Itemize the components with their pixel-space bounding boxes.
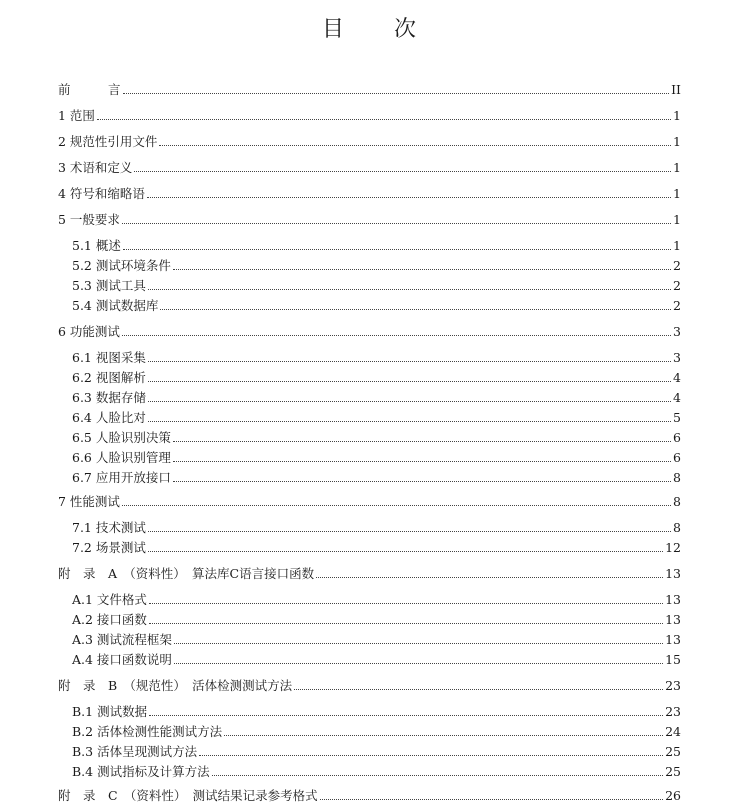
dot-leader xyxy=(97,118,671,120)
dot-leader xyxy=(148,530,671,532)
toc-entry-label: B.2 活体检测性能测试方法 xyxy=(72,724,223,739)
toc-entry-label: 6.2 视图解析 xyxy=(72,370,146,385)
dot-leader xyxy=(148,550,663,552)
toc-entry[interactable] xyxy=(0,468,740,486)
toc-entry-page-number: 1 xyxy=(673,108,681,123)
toc-entry[interactable] xyxy=(0,650,740,668)
toc-entry-label: 前 言 xyxy=(58,82,121,97)
toc-entry-label: 附 录 B （规范性） 活体检测测试方法 xyxy=(58,678,293,693)
toc-entry[interactable] xyxy=(0,80,740,98)
toc-entry-label: 1 范围 xyxy=(58,108,95,123)
toc-entry-label: 7 性能测试 xyxy=(58,494,120,509)
toc-entry-page-number: 1 xyxy=(673,134,681,149)
toc-entry[interactable] xyxy=(0,742,740,760)
toc-entry[interactable] xyxy=(0,158,740,176)
dot-leader xyxy=(148,360,671,362)
toc-entry-page-number: 13 xyxy=(665,632,681,647)
toc-entry-page-number: 1 xyxy=(673,160,681,175)
dot-leader xyxy=(320,798,664,800)
dot-leader xyxy=(212,774,664,776)
dot-leader xyxy=(134,170,671,172)
dot-leader xyxy=(148,420,671,422)
toc-entry-page-number: 1 xyxy=(673,186,681,201)
toc-entry-label: 5.2 测试环境条件 xyxy=(72,258,171,273)
toc-entry-label: 6.7 应用开放接口 xyxy=(72,470,171,485)
dot-leader xyxy=(148,400,671,402)
toc-entry-label: 7.1 技术测试 xyxy=(72,520,146,535)
toc-entry-label: 6.4 人脸比对 xyxy=(72,410,146,425)
toc-entry[interactable] xyxy=(0,492,740,510)
toc-entry-label: 6.5 人脸识别决策 xyxy=(72,430,171,445)
dot-leader xyxy=(123,92,670,94)
dot-leader xyxy=(122,222,671,224)
dot-leader xyxy=(149,622,663,624)
toc-entry[interactable] xyxy=(0,408,740,426)
toc-entry-page-number: 3 xyxy=(673,350,681,365)
dot-leader xyxy=(148,380,671,382)
toc-entry-label: 2 规范性引用文件 xyxy=(58,134,158,149)
toc-title-char-1: 目 xyxy=(321,17,346,42)
toc-entry-page-number: 3 xyxy=(673,324,681,339)
toc-entry-page-number: 6 xyxy=(673,450,681,465)
dot-leader xyxy=(148,288,671,290)
dot-leader xyxy=(160,308,671,310)
toc-entry[interactable] xyxy=(0,428,740,446)
toc-entry[interactable] xyxy=(0,702,740,720)
toc-entry-label: 6.1 视图采集 xyxy=(72,350,146,365)
dot-leader xyxy=(224,734,663,736)
toc-entry-label: B.4 测试指标及计算方法 xyxy=(72,764,210,779)
dot-leader xyxy=(159,144,671,146)
toc-entry-page-number: 23 xyxy=(665,704,681,719)
toc-entry[interactable] xyxy=(0,786,740,804)
dot-leader xyxy=(149,714,663,716)
toc-entry-page-number: 25 xyxy=(665,744,681,759)
toc-entry[interactable] xyxy=(0,236,740,254)
dot-leader xyxy=(173,268,671,270)
toc-entry-page-number: II xyxy=(671,82,681,97)
toc-entry-label: A.3 测试流程框架 xyxy=(72,632,172,647)
toc-entry[interactable] xyxy=(0,676,740,694)
toc-entry[interactable] xyxy=(0,132,740,150)
toc-entry-page-number: 2 xyxy=(673,278,681,293)
dot-leader xyxy=(174,662,663,664)
toc-entry[interactable] xyxy=(0,296,740,314)
dot-leader xyxy=(147,196,671,198)
toc-entry[interactable] xyxy=(0,538,740,556)
toc-entry-page-number: 13 xyxy=(665,612,681,627)
dot-leader xyxy=(123,248,671,250)
toc-entry-page-number: 24 xyxy=(665,724,681,739)
toc-entry-label: 7.2 场景测试 xyxy=(72,540,146,555)
dot-leader xyxy=(199,754,663,756)
toc-entry-label: 3 术语和定义 xyxy=(58,160,133,175)
toc-entry-page-number: 13 xyxy=(665,592,681,607)
toc-entry[interactable] xyxy=(0,322,740,340)
toc-entry-page-number: 13 xyxy=(665,566,681,581)
toc-entry-label: 5.3 测试工具 xyxy=(72,278,146,293)
toc-entry-label: A.2 接口函数 xyxy=(72,612,147,627)
toc-entry[interactable] xyxy=(0,184,740,202)
toc-entry-label: 5.4 测试数据库 xyxy=(72,298,159,313)
toc-entry[interactable] xyxy=(0,610,740,628)
toc-entry-page-number: 5 xyxy=(673,410,681,425)
toc-entry-page-number: 25 xyxy=(665,764,681,779)
toc-entry[interactable] xyxy=(0,256,740,274)
toc-entry-label: B.3 活体呈现测试方法 xyxy=(72,744,198,759)
dot-leader xyxy=(294,688,663,690)
toc-entry-page-number: 1 xyxy=(673,238,681,253)
toc-entry-page-number: 6 xyxy=(673,430,681,445)
toc-entry-label: B.1 测试数据 xyxy=(72,704,148,719)
toc-title-char-2: 次 xyxy=(394,17,419,42)
dot-leader xyxy=(122,334,671,336)
dot-leader xyxy=(174,642,663,644)
dot-leader xyxy=(316,576,663,578)
toc-entry[interactable] xyxy=(0,518,740,536)
toc-entry-page-number: 26 xyxy=(665,788,681,803)
toc-entry-page-number: 4 xyxy=(673,370,681,385)
toc-entry[interactable] xyxy=(0,448,740,466)
dot-leader xyxy=(173,480,671,482)
toc-entry-page-number: 12 xyxy=(665,540,681,555)
toc-entry-label: A.4 接口函数说明 xyxy=(72,652,172,667)
toc-entry[interactable] xyxy=(0,564,740,582)
toc-entry-label: 5.1 概述 xyxy=(72,238,121,253)
toc-entry-page-number: 2 xyxy=(673,298,681,313)
toc-entry[interactable] xyxy=(0,630,740,648)
dot-leader xyxy=(122,504,671,506)
toc-entry-page-number: 23 xyxy=(665,678,681,693)
toc-entry[interactable] xyxy=(0,106,740,124)
toc-entry-page-number: 15 xyxy=(665,652,681,667)
toc-entry-label: 附 录 C （资料性） 测试结果记录参考格式 xyxy=(58,788,318,803)
dot-leader xyxy=(173,440,671,442)
toc-entry[interactable] xyxy=(0,210,740,228)
toc-entry-page-number: 2 xyxy=(673,258,681,273)
toc-entry[interactable] xyxy=(0,368,740,386)
dot-leader xyxy=(149,602,663,604)
toc-entry-label: 6.3 数据存储 xyxy=(72,390,146,405)
toc-entry-page-number: 8 xyxy=(673,470,681,485)
toc-entry-page-number: 4 xyxy=(673,390,681,405)
dot-leader xyxy=(173,460,671,462)
toc-entry-page-number: 8 xyxy=(673,520,681,535)
toc-entry-label: 5 一般要求 xyxy=(58,212,120,227)
toc-entry[interactable] xyxy=(0,388,740,406)
toc-entry-label: 6 功能测试 xyxy=(58,324,120,339)
toc-entry[interactable] xyxy=(0,276,740,294)
toc-entry-label: 附 录 A （资料性） 算法库C语言接口函数 xyxy=(58,566,315,581)
toc-entry[interactable] xyxy=(0,348,740,366)
toc-entry-label: 6.6 人脸识别管理 xyxy=(72,450,171,465)
toc-entry-page-number: 8 xyxy=(673,494,681,509)
toc-entry-page-number: 1 xyxy=(673,212,681,227)
toc-entry-label: A.1 文件格式 xyxy=(72,592,147,607)
toc-entry[interactable] xyxy=(0,722,740,740)
toc-entry-label: 4 符号和缩略语 xyxy=(58,186,145,201)
toc-entry[interactable] xyxy=(0,590,740,608)
toc-entry[interactable] xyxy=(0,762,740,780)
